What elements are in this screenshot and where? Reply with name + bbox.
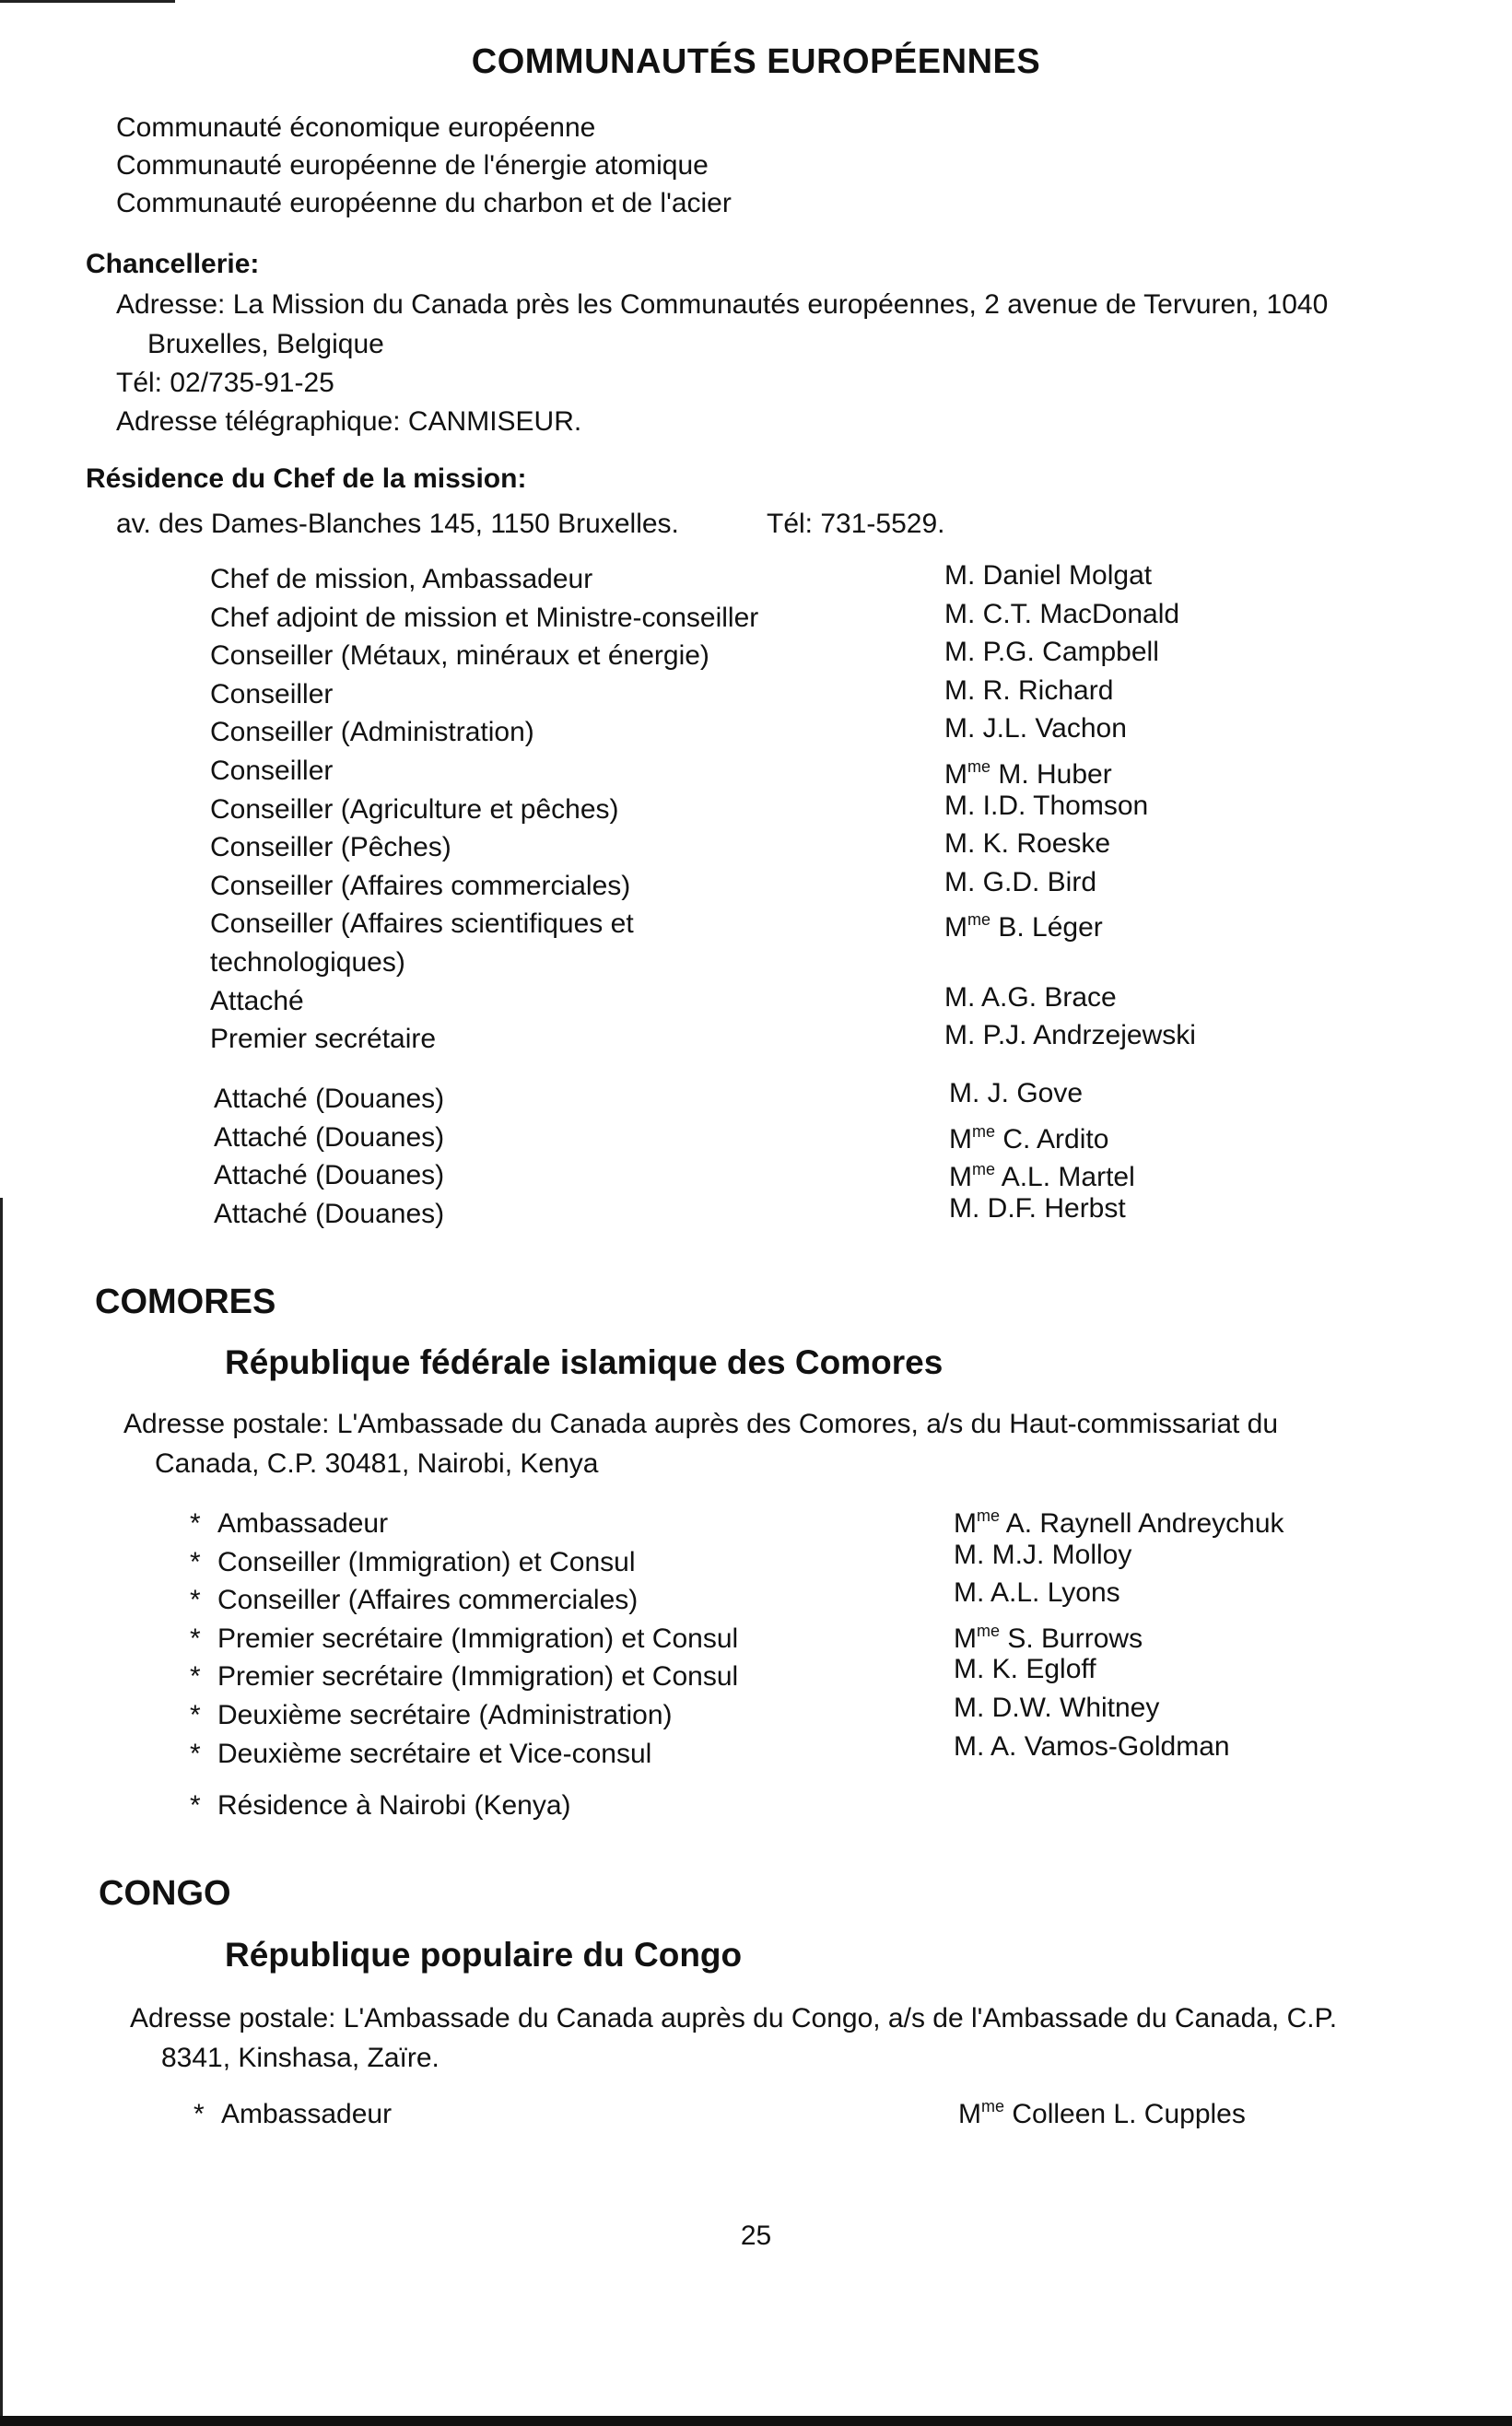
staff-title <box>210 867 758 906</box>
honorific: M <box>954 1508 977 1539</box>
honorific: M. <box>944 790 976 821</box>
congo-staff-names <box>958 2088 1246 2127</box>
staff-name <box>944 787 1196 826</box>
staff-name <box>944 595 1196 634</box>
person-name: A.G. Brace <box>981 981 1117 1013</box>
staff-title-text: Premier secrétaire (Immigration) et Consul <box>217 1661 739 1693</box>
staff-title-text: Conseiller (Affaires scientifiques et <box>210 908 634 940</box>
staff-title-text: technologiques) <box>210 946 405 978</box>
staff-title <box>210 982 758 1021</box>
staff-title <box>190 1620 738 1658</box>
honorific: M. <box>944 560 976 591</box>
staff-title <box>190 1543 738 1582</box>
honorific: M. <box>944 713 976 744</box>
staff-name <box>944 672 1196 710</box>
honorific: M <box>954 1623 977 1654</box>
scan-edge-left <box>0 1198 7 2426</box>
staff-name <box>944 748 1196 790</box>
subtitle-line-2: Communauté européenne de l'énergie atomique <box>116 150 709 181</box>
residence-label: Résidence du Chef de la mission: <box>86 463 527 494</box>
congo-staff-titles <box>193 2095 392 2134</box>
honorific: M. <box>944 1020 976 1051</box>
honorific-superscript: me <box>981 2097 1005 2115</box>
person-name: A.L. Lyons <box>990 1577 1120 1609</box>
person-name: C. Ardito <box>1002 1123 1109 1154</box>
staff-name <box>944 709 1196 748</box>
chancellerie-telegraph: Adresse télégraphique: CANMISEUR. <box>116 406 582 437</box>
congo-address-line-2: 8341, Kinshasa, Zaïre. <box>161 2043 440 2073</box>
staff-title <box>210 791 758 829</box>
staff-title-text: Attaché (Douanes) <box>214 1084 445 1114</box>
honorific: M. <box>954 1730 985 1762</box>
staff-title <box>214 1195 444 1234</box>
person-name: A. Vamos-Goldman <box>990 1730 1230 1762</box>
honorific: M <box>958 2099 981 2129</box>
honorific-superscript: me <box>967 910 991 930</box>
staff-name <box>944 863 1196 902</box>
staff-name <box>954 1689 1284 1728</box>
scan-edge-top <box>0 0 175 3</box>
person-name: M. Huber <box>998 758 1112 790</box>
staff-title <box>210 905 758 943</box>
person-name: K. Egloff <box>991 1654 1096 1685</box>
comores-staff-titles <box>190 1505 738 1773</box>
scan-edge-bottom <box>0 2416 1512 2426</box>
staff-title <box>190 1505 738 1543</box>
staff-title-text: Deuxième secrétaire et Vice-consul <box>217 1738 652 1769</box>
staff-name <box>944 1016 1196 1055</box>
person-name: G.D. Bird <box>982 866 1097 897</box>
staff-name <box>949 1190 1135 1228</box>
staff-title <box>210 599 758 638</box>
page-title: COMMUNAUTÉS EUROPÉENNES <box>471 42 1041 81</box>
staff-title-text: Conseiller (Agriculture et pêches) <box>210 793 619 825</box>
honorific: M. <box>944 981 976 1013</box>
staff-name <box>958 2088 1246 2127</box>
staff-title-text: Ambassadeur <box>221 2099 393 2129</box>
staff-name <box>954 1728 1284 1766</box>
section-comores: COMORES <box>95 1283 276 1321</box>
staff-title-text: Conseiller (Affaires commerciales) <box>210 870 631 901</box>
staff-name <box>954 1497 1284 1539</box>
honorific: M. <box>944 828 976 860</box>
honorific-superscript: me <box>977 1621 1001 1640</box>
person-name: I.D. Thomson <box>982 790 1149 821</box>
staff-name <box>944 633 1196 672</box>
bullet-asterisk: * <box>190 1699 201 1730</box>
staff-name <box>944 979 1196 1017</box>
honorific: M. <box>949 1078 980 1108</box>
person-name: D.W. Whitney <box>991 1692 1160 1723</box>
chancellerie-label: Chancellerie: <box>86 249 260 279</box>
staff-title-text: Conseiller (Administration) <box>210 717 534 748</box>
bullet-asterisk: * <box>190 1738 201 1769</box>
person-name: R. Richard <box>982 674 1114 706</box>
chancellerie-address-line-2: Bruxelles, Belgique <box>147 329 384 359</box>
staff-title-text: Conseiller (Immigration) et Consul <box>217 1546 636 1577</box>
bullet-asterisk: * <box>190 1585 201 1616</box>
staff-name <box>944 940 1196 979</box>
staff-title-text: Attaché (Douanes) <box>214 1160 445 1191</box>
congo-address-line-1: Adresse postale: L'Ambassade du Canada auprès du Congo, a/s de l'Ambassade du Canada, C.P. <box>130 2003 1338 2033</box>
person-name: J. Gove <box>987 1078 1084 1108</box>
chancellerie-tel: Tél: 02/735-91-25 <box>116 368 334 398</box>
person-name: P.J. Andrzejewski <box>982 1020 1196 1051</box>
staff-title-text: Conseiller <box>210 678 334 709</box>
staff-title <box>190 1658 738 1696</box>
bullet-asterisk: * <box>190 1546 201 1577</box>
residence-tel: Tél: 731-5529. <box>767 509 945 539</box>
comores-address-line-1: Adresse postale: L'Ambassade du Canada auprès des Comores, a/s du Haut-commissariat du <box>123 1409 1279 1439</box>
honorific: M. <box>944 598 976 629</box>
comores-staff-names <box>954 1497 1284 1765</box>
person-name: J.L. Vachon <box>982 713 1127 744</box>
person-name: B. Léger <box>998 912 1103 943</box>
staff-title <box>210 943 758 982</box>
comores-subtitle: République fédérale islamique des Comores <box>225 1343 944 1381</box>
staff-name <box>954 1650 1284 1689</box>
honorific-superscript: me <box>977 1506 1001 1525</box>
honorific-superscript: me <box>972 1121 996 1141</box>
bullet-asterisk: * <box>193 2099 205 2129</box>
ec-staff-titles <box>210 560 758 1059</box>
honorific-superscript: me <box>967 756 991 776</box>
person-name: K. Roeske <box>982 828 1111 860</box>
staff-title-text: Attaché (Douanes) <box>214 1198 445 1229</box>
ec-customs-titles <box>214 1080 444 1233</box>
staff-title-text: Conseiller (Affaires commerciales) <box>217 1585 639 1616</box>
bullet-asterisk: * <box>190 1661 201 1693</box>
staff-name <box>944 825 1196 863</box>
staff-title-text: Premier secrétaire (Immigration) et Consul <box>217 1623 739 1654</box>
staff-name <box>954 1574 1284 1612</box>
staff-title <box>210 713 758 752</box>
staff-title-text: Ambassadeur <box>217 1508 389 1539</box>
staff-title-text: Conseiller <box>210 755 334 786</box>
staff-name <box>954 1612 1284 1654</box>
staff-title <box>193 2095 392 2134</box>
person-name: Colleen L. Cupples <box>1012 2099 1246 2129</box>
person-name: S. Burrows <box>1007 1623 1143 1654</box>
staff-title-text: Premier secrétaire <box>210 1024 437 1055</box>
honorific: M. <box>954 1577 985 1609</box>
staff-title <box>210 637 758 675</box>
staff-name <box>949 1113 1135 1152</box>
staff-title-text: Conseiller (Métaux, minéraux et énergie) <box>210 640 709 672</box>
staff-title <box>214 1156 444 1195</box>
staff-title-text: Attaché (Douanes) <box>214 1121 445 1153</box>
subtitle-line-1: Communauté économique européenne <box>116 112 596 143</box>
honorific: M. <box>954 1539 985 1570</box>
person-name: A.L. Martel <box>1001 1162 1135 1193</box>
honorific: M <box>949 1123 972 1154</box>
honorific: M. <box>954 1654 985 1685</box>
person-name: Daniel Molgat <box>982 560 1153 591</box>
bullet-asterisk: * <box>190 1790 201 1821</box>
staff-title-text: Deuxième secrétaire (Administration) <box>217 1699 673 1730</box>
honorific: M. <box>944 866 976 897</box>
staff-title-text: Chef adjoint de mission et Ministre-conseiller <box>210 602 759 633</box>
honorific: M. <box>954 1692 985 1723</box>
staff-name <box>944 557 1196 595</box>
honorific-superscript: me <box>972 1160 996 1179</box>
section-congo: CONGO <box>99 1874 231 1913</box>
staff-name <box>949 1074 1135 1113</box>
staff-title <box>214 1080 444 1119</box>
comores-address-line-2: Canada, C.P. 30481, Nairobi, Kenya <box>155 1448 599 1479</box>
person-name: C.T. MacDonald <box>982 598 1180 629</box>
honorific: M <box>944 758 967 790</box>
comores-note-text: Résidence à Nairobi (Kenya) <box>217 1790 571 1821</box>
staff-name <box>949 1151 1135 1193</box>
staff-title <box>210 752 758 791</box>
person-name: A. Raynell Andreychuk <box>1005 1508 1284 1539</box>
staff-name <box>944 901 1196 943</box>
staff-title <box>214 1119 444 1157</box>
congo-subtitle: République populaire du Congo <box>225 1936 743 1974</box>
honorific: M <box>949 1162 972 1193</box>
staff-title <box>210 560 758 599</box>
honorific: M. <box>944 637 976 668</box>
person-name: M.J. Molloy <box>991 1539 1132 1570</box>
bullet-asterisk: * <box>190 1623 201 1654</box>
honorific: M. <box>949 1192 980 1224</box>
person-name: P.G. Campbell <box>982 637 1159 668</box>
staff-title <box>190 1696 738 1735</box>
honorific: M <box>944 912 967 943</box>
person-name: D.F. Herbst <box>987 1192 1126 1224</box>
staff-title <box>190 1735 738 1774</box>
page-number: 25 <box>740 2221 772 2251</box>
ec-customs-names <box>949 1074 1135 1227</box>
residence-address: av. des Dames-Blanches 145, 1150 Bruxelles. <box>116 509 679 539</box>
staff-title-text: Chef de mission, Ambassadeur <box>210 564 593 594</box>
honorific: M. <box>944 674 976 706</box>
comores-note <box>190 1787 571 1824</box>
staff-title <box>210 1020 758 1059</box>
staff-title <box>190 1581 738 1620</box>
bullet-asterisk: * <box>190 1508 201 1539</box>
staff-title <box>210 675 758 714</box>
chancellerie-address-line-1: Adresse: La Mission du Canada près les Communautés européennes, 2 avenue de Tervuren, 1040 <box>116 289 1329 320</box>
staff-title-text: Attaché <box>210 985 304 1016</box>
staff-name <box>954 1536 1284 1575</box>
staff-title-text: Conseiller (Pêches) <box>210 832 451 863</box>
ec-staff-names <box>944 557 1196 1055</box>
subtitle-line-3: Communauté européenne du charbon et de l'acier <box>116 188 732 218</box>
staff-title <box>210 828 758 867</box>
